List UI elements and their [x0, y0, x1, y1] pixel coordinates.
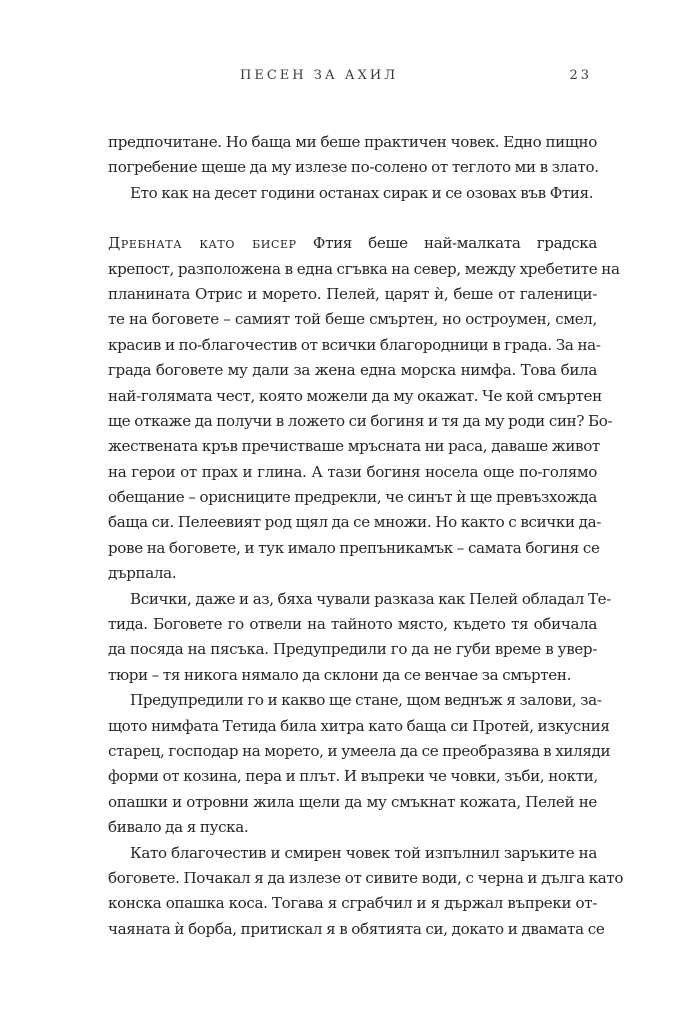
text-line: конска опашка коса. Тогава я сграбчил и я държал въпреки от- — [108, 894, 597, 913]
text-line: най-голямата чест, която можели да му окажат. Че кой смъртен — [108, 386, 602, 405]
text-line: опашки и отровни жила щели да му смъкнат кожата, Пелей не — [108, 792, 597, 811]
page-number: 23 — [569, 68, 592, 83]
text-line: погребение щеше да му излезе по-солено от теглото ми в злато. — [108, 158, 599, 177]
text-line: планината Отрис и морето. Пелей, царят ѝ, беше от галеници- — [108, 284, 597, 303]
text-line: крепост, разположена в една сгъвка на север, между хребетите на — [108, 259, 620, 278]
text-line: тюри – тя никога нямало да склони да се венчае за смъртен. — [108, 665, 572, 684]
text-line: града боговете му дали за жена една морска нимфа. Това била — [108, 361, 597, 380]
text-line-rest: Фтия беше най-малката градска — [312, 234, 597, 253]
text-line: ще откаже да получи в ложето си богиня и тя да му роди син? Бо- — [108, 411, 613, 430]
text-line: Ето как на десет години останах сирак и се озовах във Фтия. — [130, 183, 594, 202]
text-line: Всички, даже и аз, бяха чували разказа как Пелей обладал Те- — [130, 589, 612, 608]
text-line: баща си. Пелеевият род щял да се множи. Но както с всички да- — [108, 513, 602, 532]
text-line: форми от козина, пера и плът. И въпреки че човки, зъби, нокти, — [108, 767, 598, 786]
text-line: щото нимфата Тетида била хитра като баща си Протей, изкусния — [108, 716, 610, 735]
text-line: Като благочестив и смирен човек той изпълнил заръките на — [130, 843, 597, 862]
section-break — [108, 206, 597, 231]
text-line: красив и по-благочестив от всички благородници в града. За на- — [108, 335, 601, 354]
text-line: предпочитане. Но баща ми беше практичен човек. Едно пищно — [108, 133, 597, 151]
text-line: боговете. Почакал я да излезе от сивите води, с черна и дълга като — [108, 868, 624, 887]
text-line: старец, господар на морето, и умеела да се преобразява в хиляди — [108, 741, 611, 760]
text-line: жествената кръв пречистваше мръсната ни раса, даваше живот — [108, 437, 600, 456]
body-text — [108, 130, 624, 942]
text-line: рове на боговете, и тук имало препъникамък – самата богиня се — [108, 538, 600, 557]
text-line-section-opening — [108, 231, 597, 256]
text-line: обещание – орисниците предрекли, че синът ѝ ще превъзхожда — [108, 488, 597, 507]
text-line: бивало да я пуска. — [108, 818, 249, 837]
text-line: те на боговете – самият той беше смъртен, но остроумен, смел, — [108, 310, 597, 329]
text-line: дърпала. — [108, 564, 177, 583]
text-line: тида. Боговете го отвели на тайното място, където тя обичала — [108, 615, 597, 634]
text-line: Предупредили го и какво ще стане, щом веднъж я залови, за- — [130, 691, 602, 710]
running-title: ПЕСЕН ЗА АХИЛ — [240, 68, 399, 83]
text-line: чаяната ѝ борба, притискал я в обятията си, докато и двамата се — [108, 919, 605, 938]
text-line: на герои от прах и глина. А тази богиня носела още по-голямо — [108, 462, 597, 481]
text-line: да посяда на пясъка. Предупредили го да не губи време в увер- — [108, 640, 597, 659]
section-lead-in: Дребната като бисер — [108, 234, 297, 253]
